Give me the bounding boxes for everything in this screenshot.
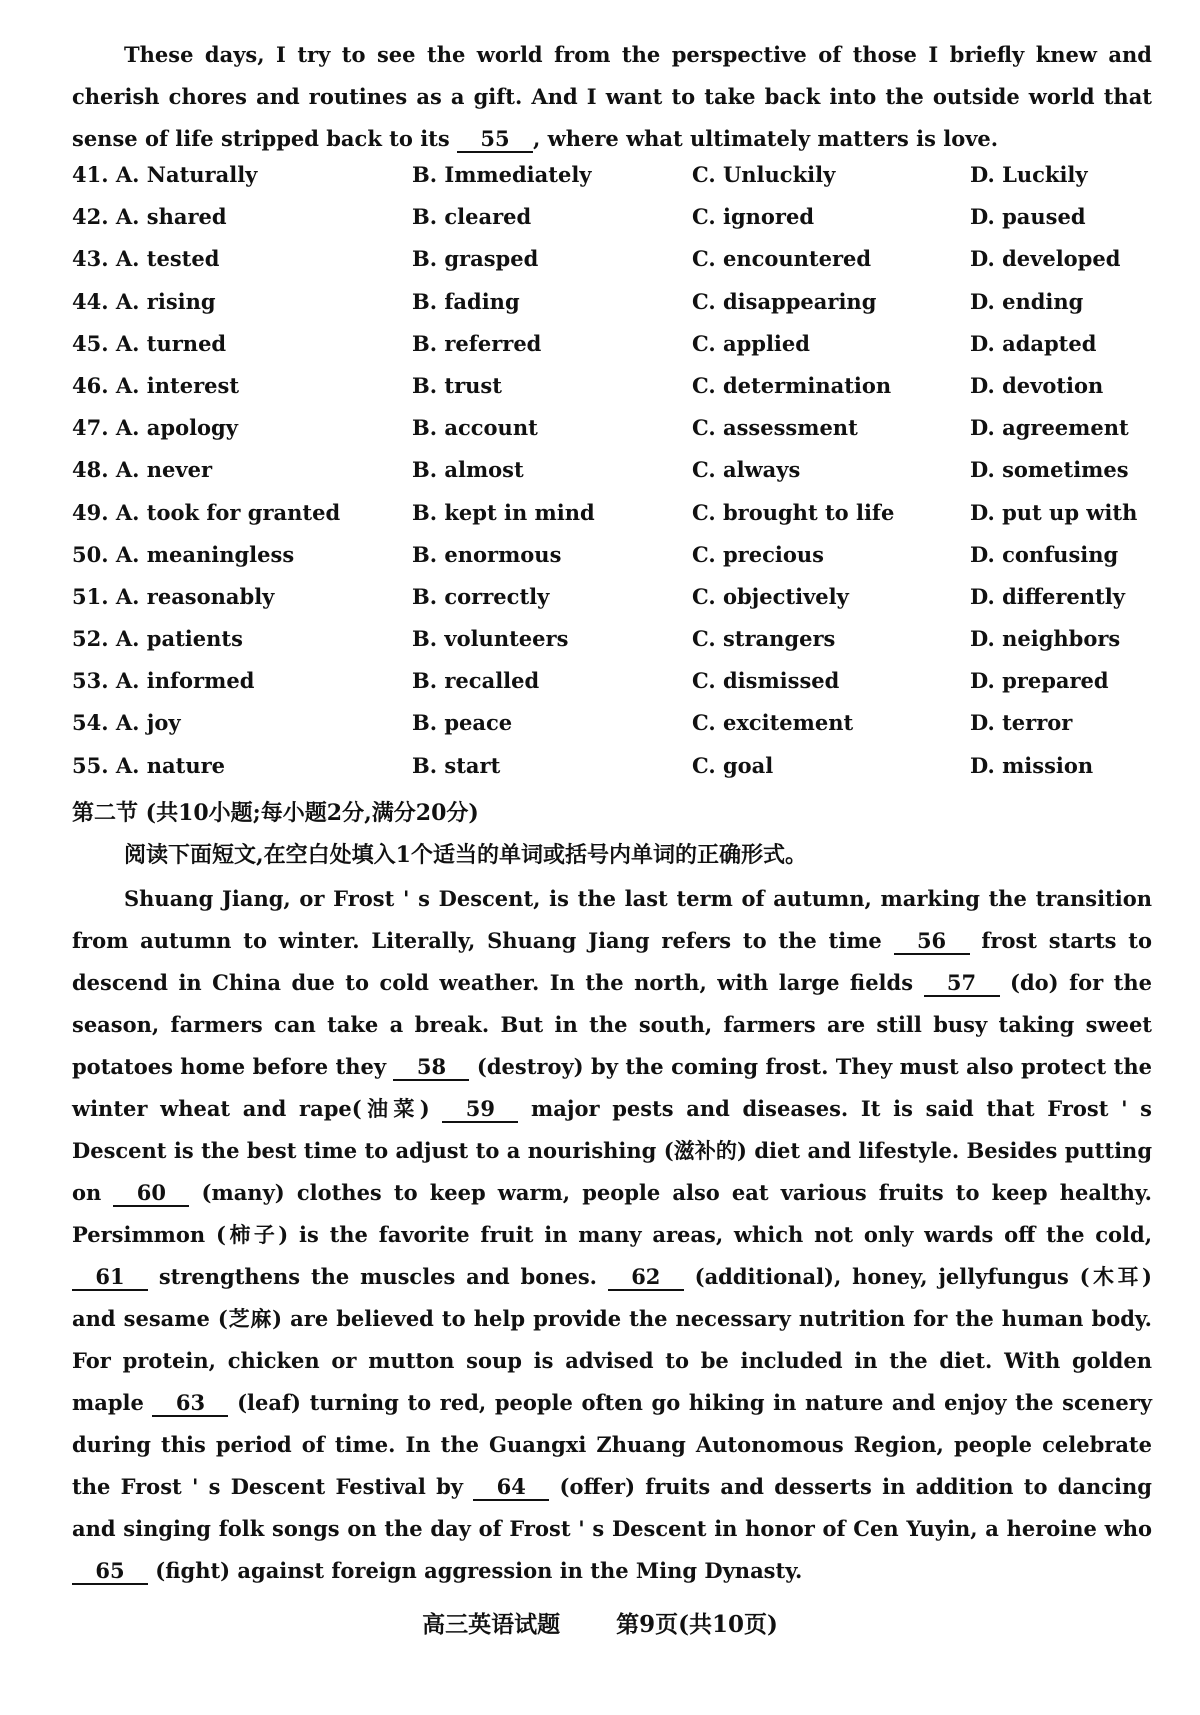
option-b: B. correctly xyxy=(412,583,550,609)
question-number: 51. xyxy=(72,583,109,609)
option-b: B. fading xyxy=(412,288,520,314)
option-c: C. applied xyxy=(692,330,810,356)
option-row xyxy=(72,457,1152,499)
option-c: C. disappearing xyxy=(692,288,877,314)
blank-55: 55 xyxy=(457,127,533,153)
option-row xyxy=(72,584,1152,626)
option-b: B. grasped xyxy=(412,246,539,272)
option-d: D. prepared xyxy=(970,668,1109,694)
option-c: C. excitement xyxy=(692,710,854,736)
option-row xyxy=(72,710,1152,752)
option-row xyxy=(72,331,1152,373)
options-table xyxy=(72,162,1152,795)
option-c: C. precious xyxy=(692,541,824,567)
option-a xyxy=(72,584,274,609)
option-d: D. sometimes xyxy=(970,457,1129,483)
option-c: C. goal xyxy=(692,752,774,778)
footer-title: 高三英语试题 xyxy=(422,1611,561,1638)
passage-text: (many) clothes to keep warm, people also eat various fruits to keep healthy. Persimmon (柿子) is the favorite fruit in many areas, which not only wards off the cold, xyxy=(72,1180,1152,1247)
option-a-text: A. reasonably xyxy=(115,583,275,609)
question-number: 50. xyxy=(72,541,109,567)
question-number: 52. xyxy=(72,626,109,652)
footer-page-number: 第9页(共10页) xyxy=(616,1611,778,1638)
question-number: 55. xyxy=(72,752,109,778)
option-c: C. Unluckily xyxy=(692,162,836,187)
top-text-1: These days, I try to see the world from the perspective of those I briefly knew and cherish chores and routines as a gift. And I want to take back into the outside world that sense of life stripped back to its xyxy=(72,42,1152,151)
option-c: C. brought to life xyxy=(692,499,895,525)
option-a-text: A. joy xyxy=(115,710,181,736)
blank-65: 65 xyxy=(72,1559,148,1585)
option-c: C. assessment xyxy=(692,415,858,441)
option-a-text: A. informed xyxy=(115,668,255,694)
option-a-text: A. nature xyxy=(115,752,226,778)
option-a xyxy=(72,331,226,356)
option-c: C. determination xyxy=(692,372,892,398)
blank-59: 59 xyxy=(442,1097,518,1123)
option-b: B. peace xyxy=(412,710,513,736)
option-d: D. confusing xyxy=(970,541,1119,567)
main-paragraph xyxy=(72,878,1152,1592)
option-d: D. adapted xyxy=(970,330,1097,356)
option-row xyxy=(72,373,1152,415)
question-number: 44. xyxy=(72,288,109,314)
option-a-text: A. rising xyxy=(115,288,216,314)
option-a xyxy=(72,162,257,187)
option-a xyxy=(72,457,212,482)
option-a xyxy=(72,542,294,567)
option-a xyxy=(72,710,181,735)
question-number: 49. xyxy=(72,499,109,525)
blank-62: 62 xyxy=(608,1265,684,1291)
option-d: D. paused xyxy=(970,204,1086,230)
option-b: B. trust xyxy=(412,372,502,398)
top-text-2: , where what ultimately matters is love. xyxy=(533,126,999,151)
passage-text: (leaf) turning to red, people often go hiking in nature and enjoy the scenery during this period of time. In the Guangxi Zhuang Autonomous Region, people celebrate the Frost ' s Descent Festival by xyxy=(72,1390,1152,1499)
passage-text: (fight) against foreign aggression in the Ming Dynasty. xyxy=(148,1558,803,1583)
option-a-text: A. shared xyxy=(115,204,227,230)
question-number: 54. xyxy=(72,710,109,736)
option-row xyxy=(72,204,1152,246)
option-d: D. devotion xyxy=(970,372,1104,398)
blank-57: 57 xyxy=(924,971,1000,997)
option-b: B. start xyxy=(412,752,501,778)
page-footer xyxy=(0,1606,1200,1639)
passage-text: (do) for the season, farmers can take a break. But in the south, farmers are still busy taking sweet potatoes home before they xyxy=(72,970,1152,1079)
passage-text: (additional), honey, jellyfungus (木耳) and sesame (芝麻) are believed to help provide the necessary nutrition for the human body. For protein, chicken or mutton soup is advised to be included in the diet. With golden maple xyxy=(72,1264,1152,1415)
option-a-text: A. meaningless xyxy=(115,541,295,567)
option-row xyxy=(72,246,1152,288)
blank-64: 64 xyxy=(473,1475,549,1501)
option-d: D. mission xyxy=(970,752,1094,778)
top-paragraph xyxy=(72,34,1152,160)
option-d: D. developed xyxy=(970,246,1121,272)
option-a-text: A. never xyxy=(115,457,213,483)
option-b: B. recalled xyxy=(412,668,540,694)
question-number: 53. xyxy=(72,668,109,694)
option-b: B. kept in mind xyxy=(412,499,595,525)
question-number: 43. xyxy=(72,246,109,272)
option-a xyxy=(72,626,243,651)
option-a-text: A. patients xyxy=(115,626,243,652)
option-row xyxy=(72,626,1152,668)
option-c: C. objectively xyxy=(692,583,849,609)
question-number: 41. xyxy=(72,162,109,187)
main-passage xyxy=(72,878,1152,1592)
option-b: B. account xyxy=(412,415,538,441)
option-row xyxy=(72,162,1152,204)
option-c: C. ignored xyxy=(692,204,815,230)
passage-text: (offer) fruits and desserts in addition to dancing and singing folk songs on the day of Frost ' s Descent in honor of Cen Yuyin, a heroine who xyxy=(72,1474,1152,1541)
blank-60: 60 xyxy=(113,1181,189,1207)
option-a-text: A. interest xyxy=(115,372,240,398)
option-b: B. referred xyxy=(412,330,542,356)
option-a-text: A. apology xyxy=(115,415,238,441)
option-c: C. dismissed xyxy=(692,668,840,694)
option-b: B. almost xyxy=(412,457,524,483)
question-number: 45. xyxy=(72,330,109,356)
option-a-text: A. turned xyxy=(115,330,227,356)
option-row xyxy=(72,500,1152,542)
question-number: 42. xyxy=(72,204,109,230)
option-a-text: A. took for granted xyxy=(115,499,341,525)
option-d: D. differently xyxy=(970,583,1125,609)
option-c: C. encountered xyxy=(692,246,872,272)
option-d: D. agreement xyxy=(970,415,1129,441)
option-b: B. enormous xyxy=(412,541,562,567)
option-b: B. Immediately xyxy=(412,162,592,187)
option-a xyxy=(72,204,227,229)
option-a xyxy=(72,246,219,271)
blank-61: 61 xyxy=(72,1265,148,1291)
option-row xyxy=(72,668,1152,710)
option-a xyxy=(72,500,340,525)
passage-text: major pests and diseases. It is said that Frost ' s Descent is the best time to adjust to a nourishing (滋补的) diet and lifestyle. Besides putting on xyxy=(72,1096,1152,1205)
option-d: D. ending xyxy=(970,288,1084,314)
option-row xyxy=(72,542,1152,584)
section-instruction: 阅读下面短文,在空白处填入1个适当的单词或括号内单词的正确形式。 xyxy=(124,842,807,868)
option-a-text: A. Naturally xyxy=(115,162,258,187)
question-number: 48. xyxy=(72,457,109,483)
option-d: D. neighbors xyxy=(970,626,1121,652)
blank-63: 63 xyxy=(152,1391,228,1417)
option-d: D. put up with xyxy=(970,499,1138,525)
option-a xyxy=(72,668,254,693)
question-number: 46. xyxy=(72,372,109,398)
question-number: 47. xyxy=(72,415,109,441)
option-a xyxy=(72,289,216,314)
option-row xyxy=(72,753,1152,795)
passage-text: frost starts to descend in China due to cold weather. In the north, with large fields xyxy=(72,928,1152,995)
option-a-text: A. tested xyxy=(115,246,220,272)
option-a xyxy=(72,753,225,778)
blank-58: 58 xyxy=(393,1055,469,1081)
option-b: B. cleared xyxy=(412,204,532,230)
option-a xyxy=(72,415,238,440)
blank-56: 56 xyxy=(894,929,970,955)
option-d: D. Luckily xyxy=(970,162,1088,187)
option-b: B. volunteers xyxy=(412,626,569,652)
option-c: C. strangers xyxy=(692,626,836,652)
section-heading: 第二节 (共10小题;每小题2分,满分20分) xyxy=(72,800,479,826)
passage-text: strengthens the muscles and bones. xyxy=(148,1264,608,1289)
option-c: C. always xyxy=(692,457,801,483)
option-d: D. terror xyxy=(970,710,1073,736)
option-row xyxy=(72,415,1152,457)
passage-text: Shuang Jiang, or Frost ' s Descent, is the last term of autumn, marking the transition from autumn to winter. Literally, Shuang Jiang refers to the time xyxy=(72,886,1152,953)
top-passage xyxy=(72,34,1152,160)
option-a xyxy=(72,373,239,398)
passage-text: (destroy) by the coming frost. They must also protect the winter wheat and rape(油菜) xyxy=(72,1054,1152,1121)
option-row xyxy=(72,289,1152,331)
